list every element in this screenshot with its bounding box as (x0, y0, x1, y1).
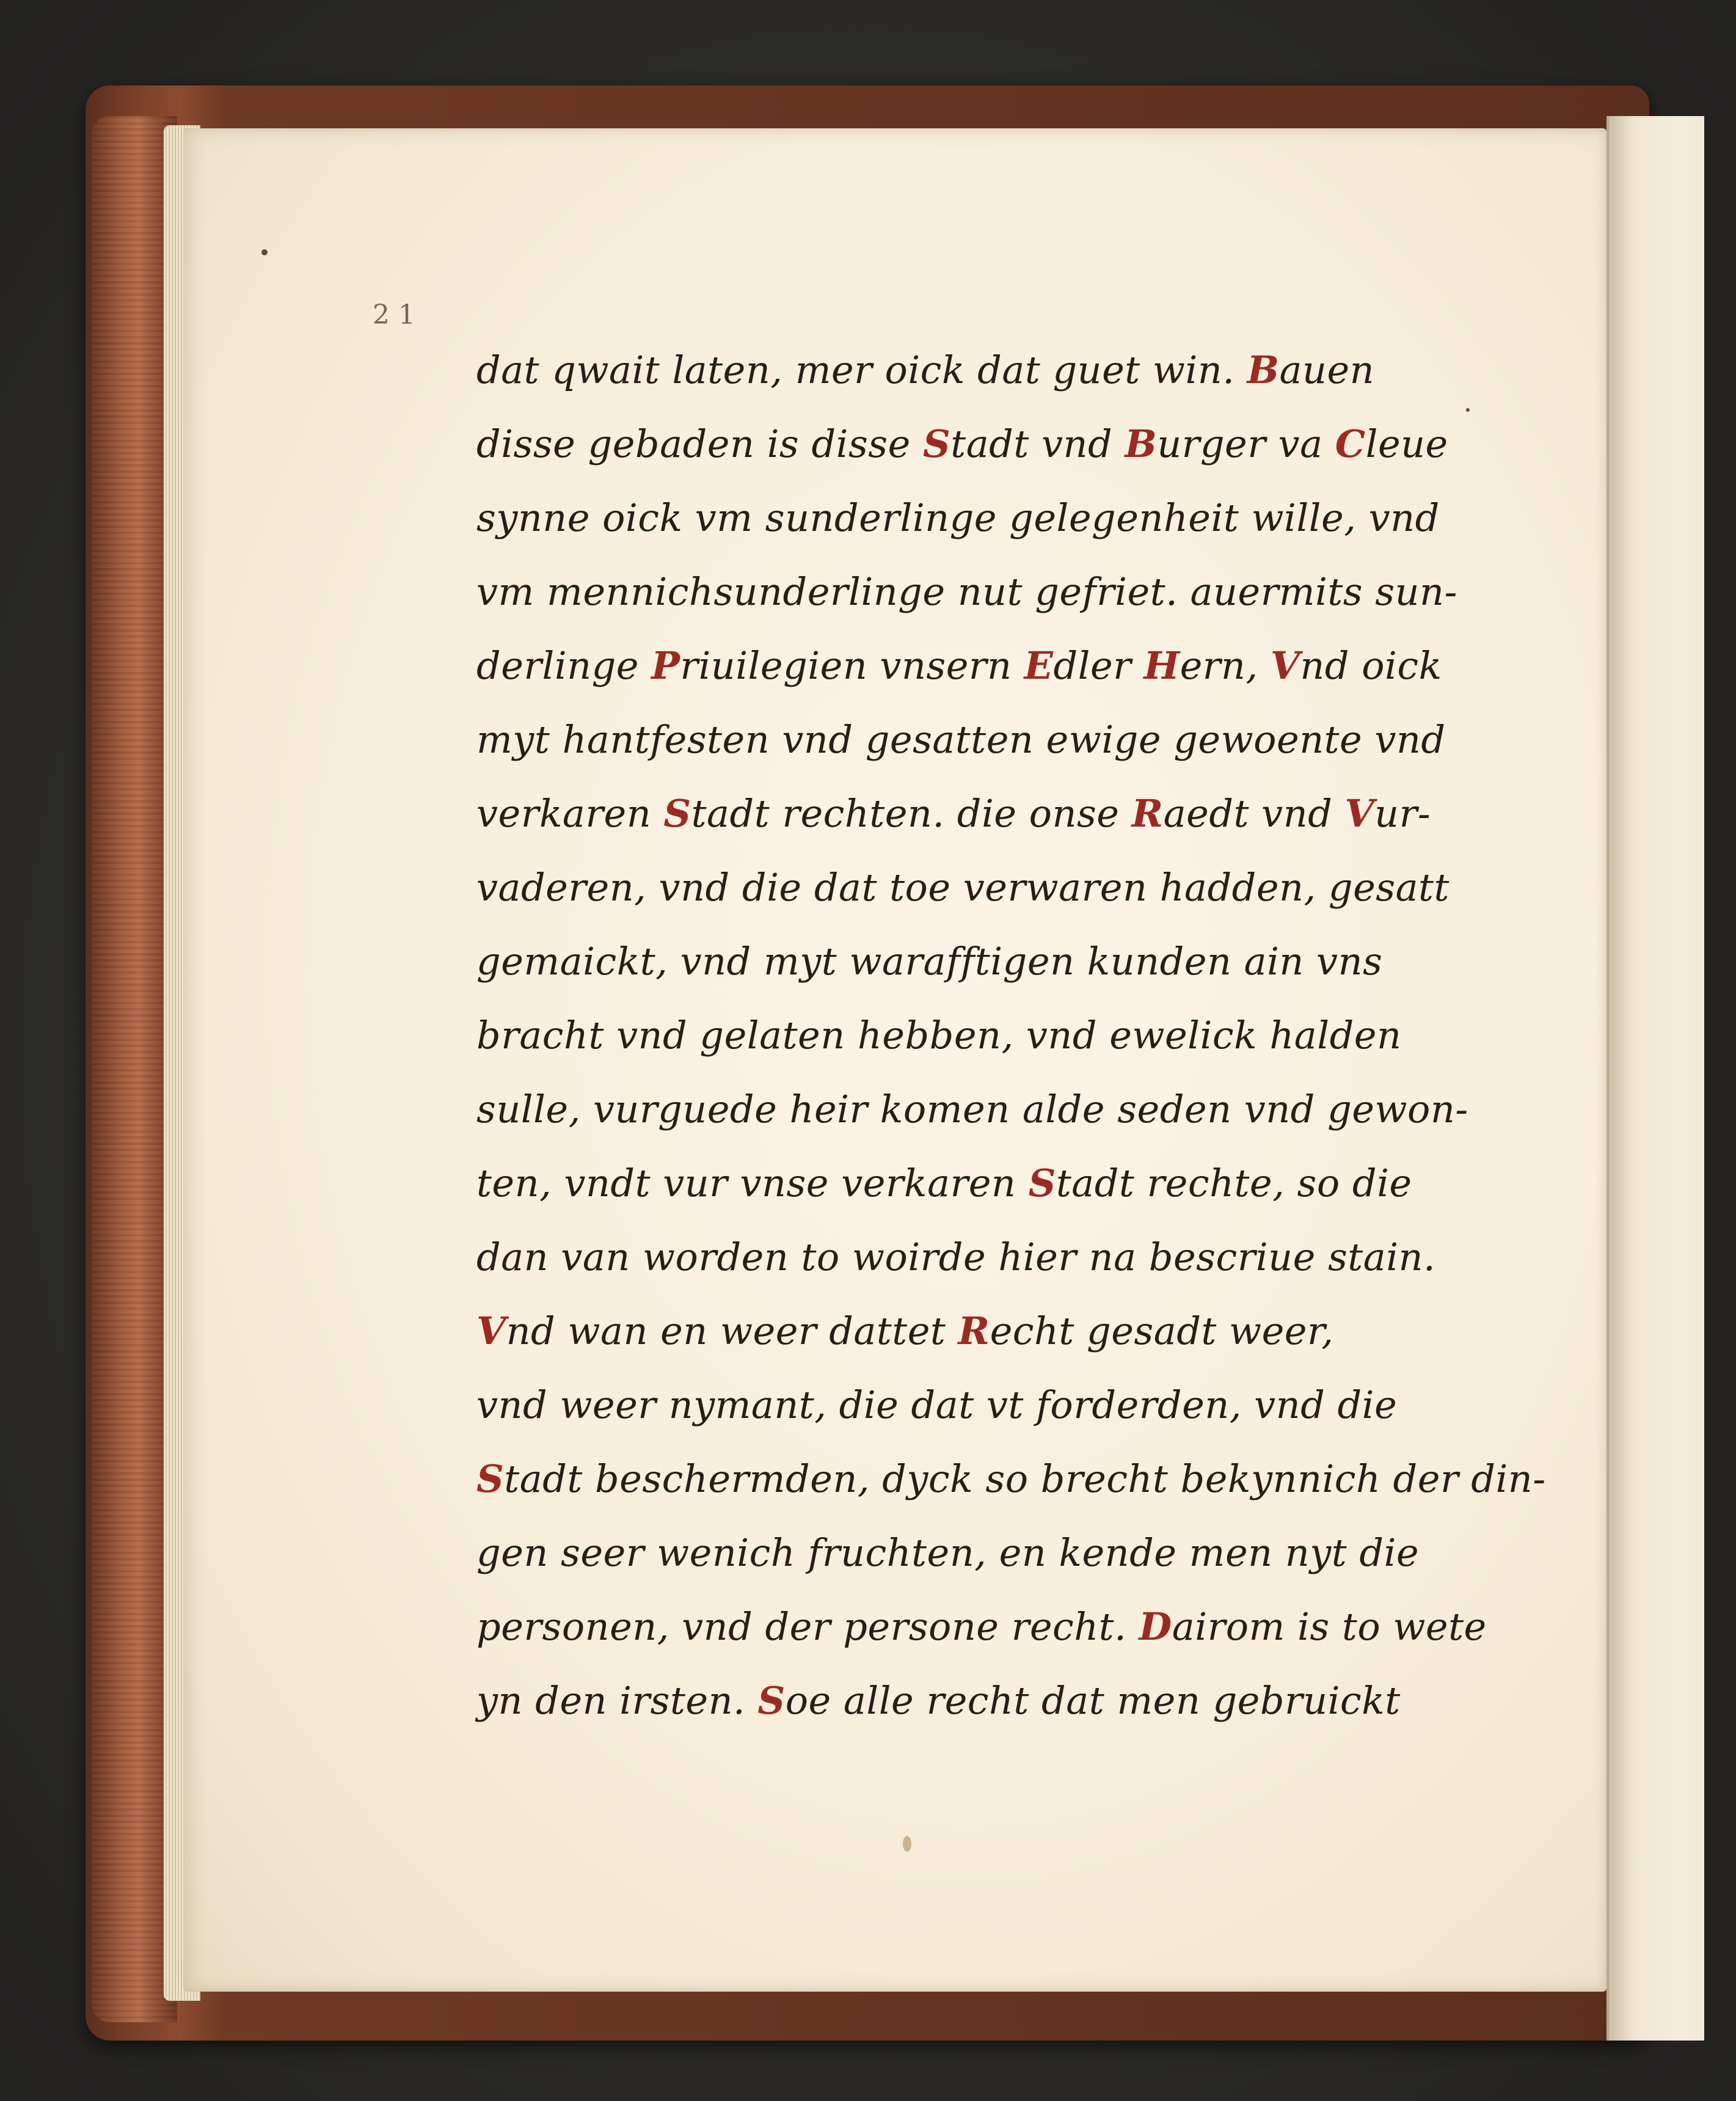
text-segment: tadt vnd (950, 422, 1125, 466)
rubricated-initial: R (958, 1309, 990, 1353)
text-line (476, 555, 1457, 629)
text-line (476, 1220, 1454, 1294)
text-segment: oe alle recht dat men gebruickt (785, 1678, 1401, 1723)
rubricated-initial: B (1247, 348, 1280, 392)
text-segment: riuilegien vnsern (680, 643, 1024, 688)
text-segment: airom is to wete (1172, 1604, 1487, 1649)
text-line (476, 924, 1454, 998)
text-line (476, 776, 1454, 850)
text-segment: derlinge (476, 643, 652, 688)
rubricated-initial: S (663, 791, 691, 836)
rubricated-initial: S (757, 1678, 786, 1723)
text-segment: leue (1365, 422, 1448, 466)
text-line (476, 1516, 1454, 1590)
rubricated-initial: V (476, 1309, 506, 1353)
page-mark (903, 1836, 911, 1852)
text-line (476, 998, 1454, 1072)
text-line (476, 481, 1454, 555)
rubricated-initial: V (1270, 643, 1300, 688)
text-segment: dler (1053, 643, 1144, 688)
text-segment: personen, vnd der persone recht. (476, 1604, 1139, 1649)
ink-speck (1466, 408, 1470, 412)
text-line (476, 1442, 1546, 1516)
rubricated-initial: R (1131, 791, 1164, 836)
manuscript-text (476, 333, 1546, 1737)
text-segment: gemaickt, vnd myt warafftigen kunden ain vns (476, 939, 1383, 984)
text-segment: dat qwait laten, mer oick dat guet win. (476, 348, 1247, 392)
text-segment: myt hantfesten vnd gesatten ewige gewoente vnd (476, 717, 1446, 762)
rubricated-initial: S (476, 1456, 505, 1501)
text-segment: aedt vnd (1163, 791, 1345, 836)
ink-speck (261, 249, 268, 255)
text-segment: auen (1279, 348, 1375, 392)
rubricated-initial: C (1335, 422, 1366, 466)
text-segment: dan van worden to woirde hier na bescriue stain. (476, 1235, 1436, 1279)
text-line (476, 1590, 1487, 1664)
text-segment: vnd weer nymant, die dat vt forderden, vnd die (476, 1383, 1398, 1427)
text-segment: disse gebaden is disse (476, 422, 924, 466)
text-line (476, 703, 1454, 776)
text-segment: ern, (1180, 643, 1271, 688)
text-segment: tadt rechte, so die (1056, 1161, 1412, 1205)
text-segment: tadt rechten. die onse (691, 791, 1132, 836)
rubricated-initial: B (1125, 422, 1158, 466)
text-segment: ur- (1374, 791, 1431, 836)
text-segment: vaderen, vnd die dat toe verwaren hadden, gesatt (476, 865, 1450, 910)
text-segment: verkaren (476, 791, 664, 836)
text-segment: gen seer wenich fruchten, en kende men nyt die (476, 1530, 1420, 1575)
text-line (476, 407, 1454, 481)
rubricated-initial: D (1139, 1604, 1172, 1649)
text-line (476, 850, 1454, 924)
rubricated-initial: S (923, 422, 951, 466)
text-line (476, 1294, 1454, 1368)
text-segment: nd wan en weer dattet (506, 1309, 958, 1353)
text-segment: sulle, vurguede heir komen alde seden vnd gewon- (476, 1087, 1468, 1131)
text-segment: yn den irsten. (476, 1678, 758, 1723)
text-segment: urger va (1157, 422, 1335, 466)
rubricated-initial: P (651, 643, 680, 688)
text-segment: echt gesadt weer, (990, 1309, 1334, 1353)
text-line (476, 629, 1454, 703)
text-segment: nd oick (1300, 643, 1442, 688)
rubricated-initial: S (1028, 1161, 1056, 1205)
text-line (476, 1664, 1454, 1737)
rubricated-initial: H (1143, 643, 1180, 688)
background-margin (1704, 116, 1736, 2041)
text-line (476, 333, 1454, 407)
text-segment: ten, vndt vur vnse verkaren (476, 1161, 1029, 1205)
text-segment: vm mennichsunderlinge nut gefriet. auermits sun- (476, 569, 1457, 614)
text-segment: bracht vnd gelaten hebben, vnd ewelick halden (476, 1013, 1402, 1058)
folio-number: 2 1 (373, 299, 415, 331)
rubricated-initial: E (1024, 643, 1054, 688)
text-line (476, 1368, 1454, 1442)
text-segment: synne oick vm sunderlinge gelegenheit wille, vnd (476, 495, 1440, 540)
text-line (476, 1146, 1454, 1220)
rubricated-initial: V (1344, 791, 1375, 836)
text-segment: tadt beschermden, dyck so brecht bekynnich der din- (504, 1456, 1546, 1501)
text-line (476, 1072, 1468, 1146)
